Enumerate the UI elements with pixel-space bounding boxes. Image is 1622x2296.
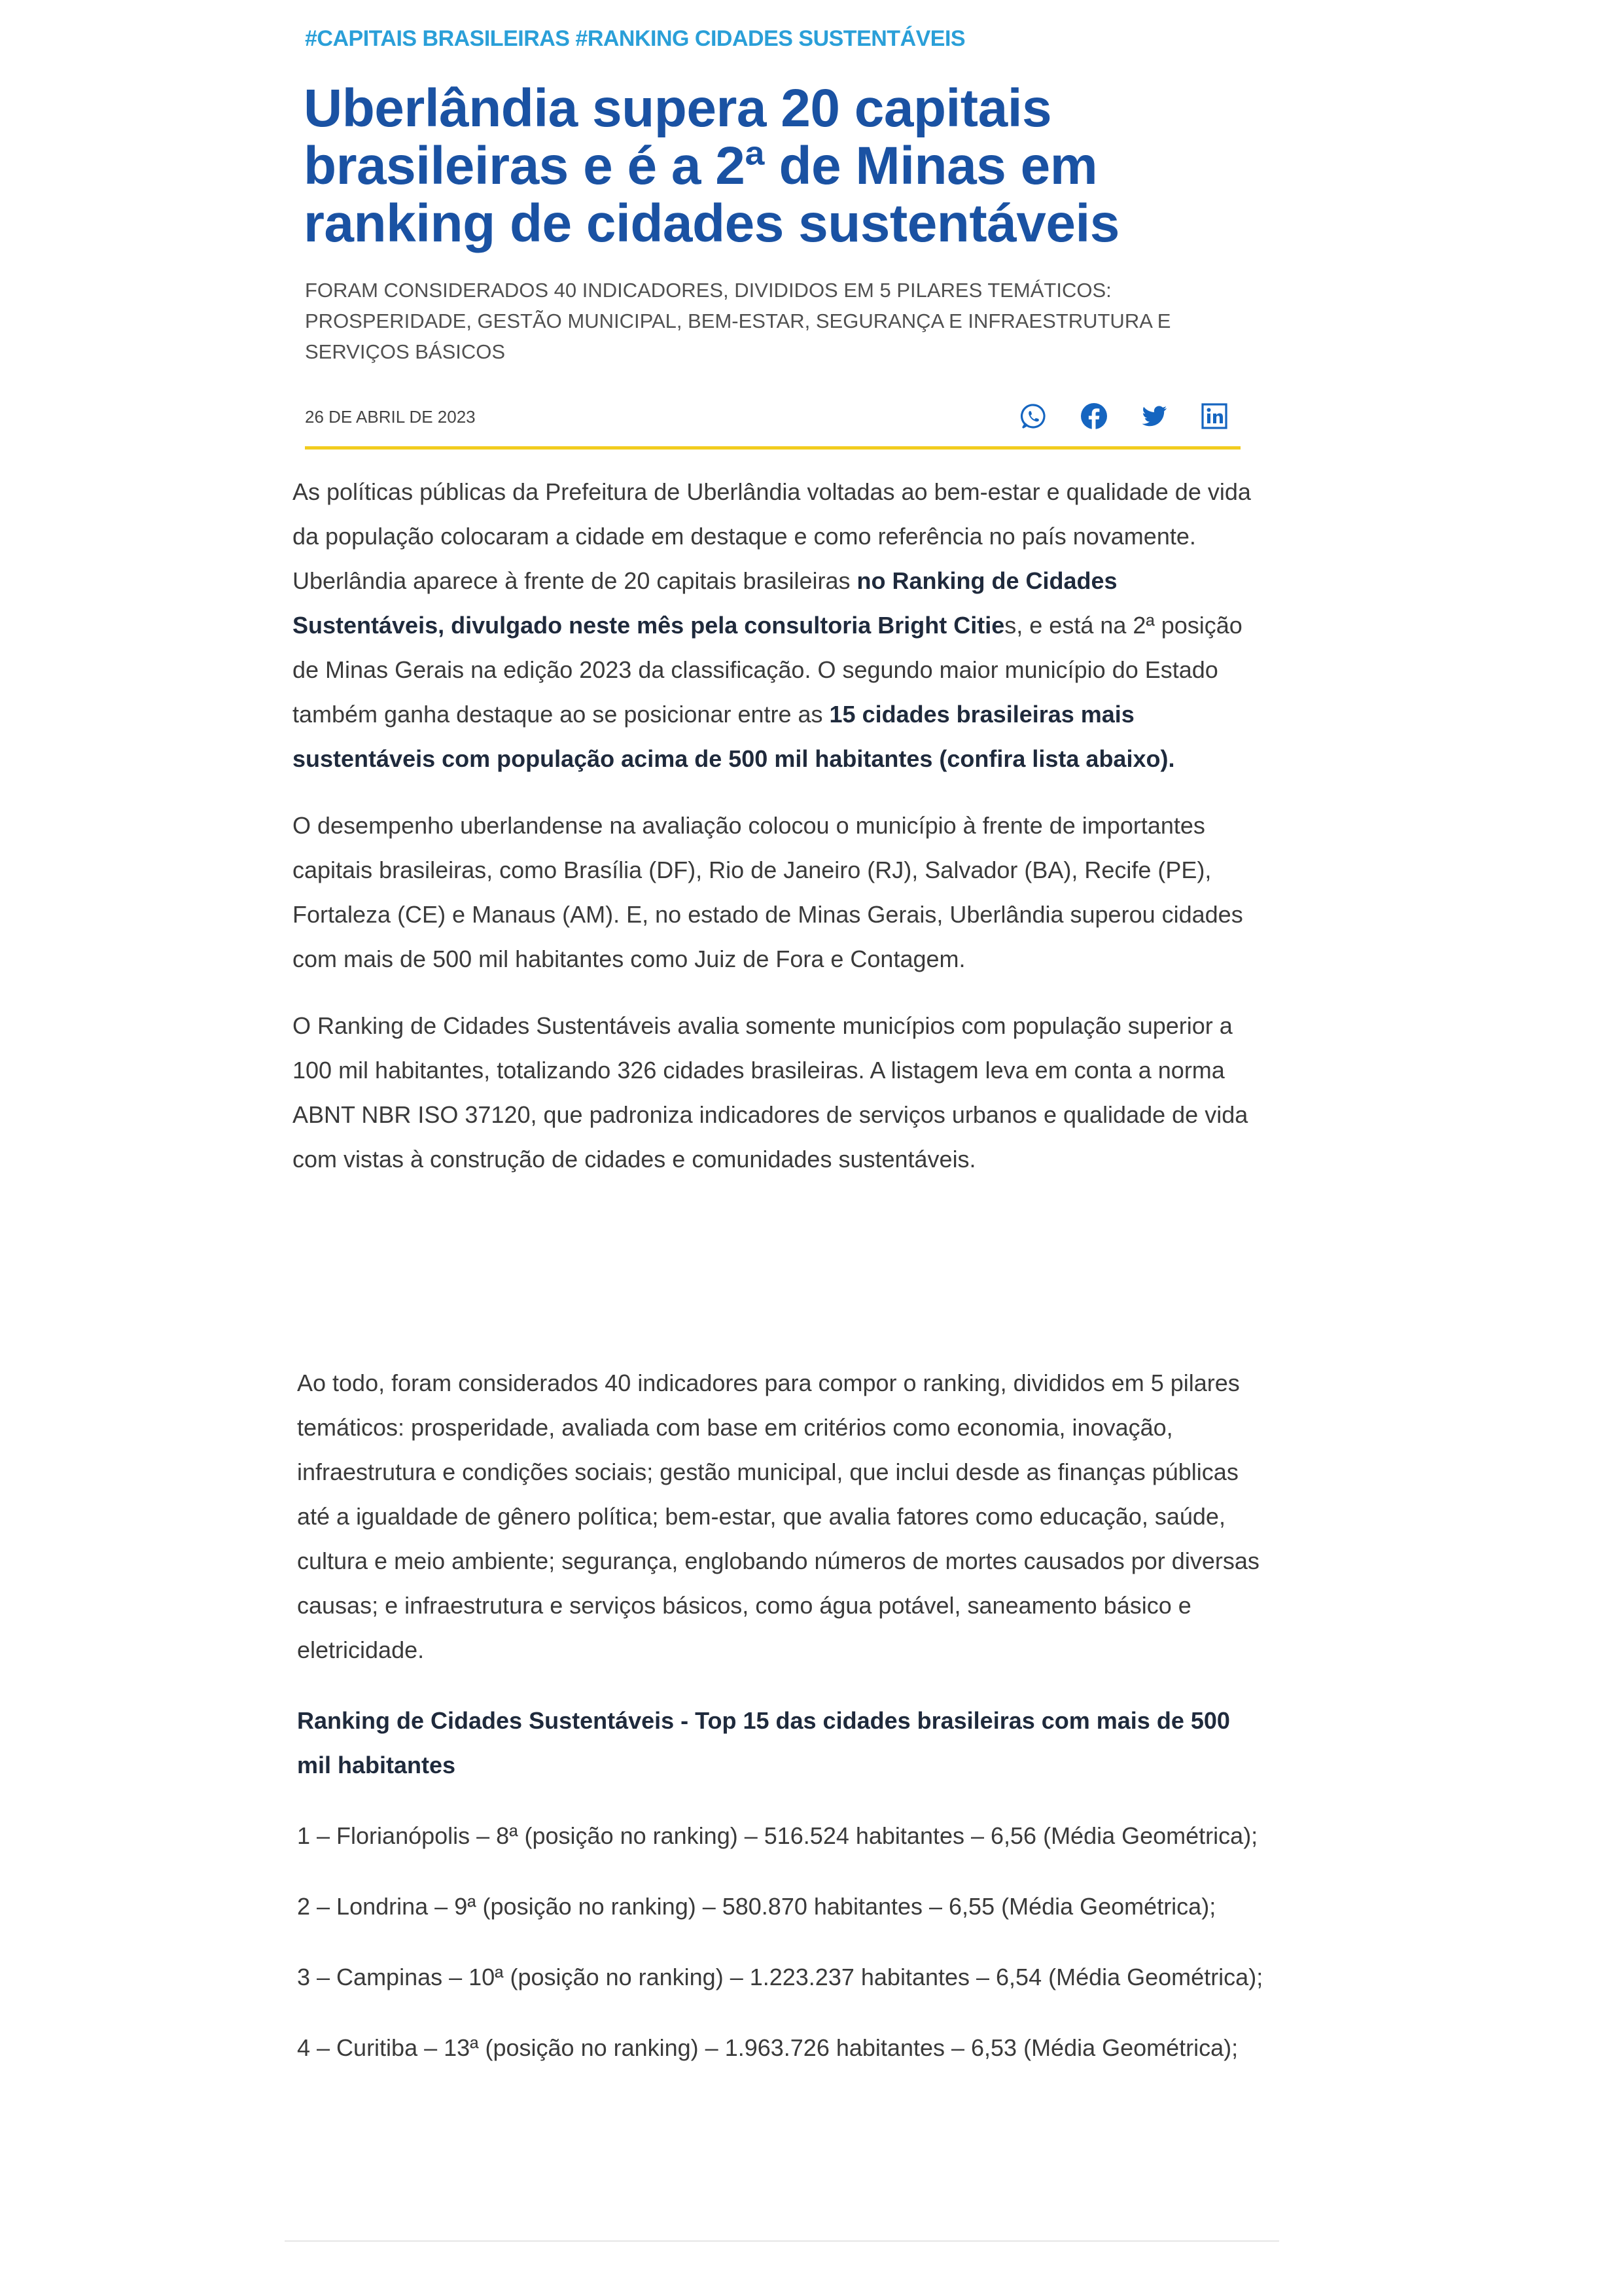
twitter-icon — [1140, 402, 1169, 431]
whatsapp-icon — [1019, 402, 1048, 431]
facebook-icon — [1080, 402, 1108, 431]
subtitle-line: FORAM CONSIDERADOS 40 INDICADORES, DIVIDIDOS EM 5 PILARES TEMÁTICOS: — [305, 279, 1112, 302]
share-twitter-button[interactable] — [1140, 402, 1169, 431]
subtitle-line: PROSPERIDADE, GESTÃO MUNICIPAL, BEM-ESTAR, SEGURANÇA E INFRAESTRUTURA E — [305, 309, 1171, 332]
paragraph-methodology: O Ranking de Cidades Sustentáveis avalia somente municípios com população superior a 100 mil habitantes, totalizando 326 cidades brasileiras. A listagem leva em conta a norma ABNT NBR ISO 37120, que padroniza indicadores de serviços urbanos e qualidade de vida com vistas à construção de cidades e comunidades sustentáveis. — [292, 1012, 1248, 1173]
bottom-divider — [285, 2240, 1279, 2242]
linkedin-icon — [1200, 402, 1229, 431]
article-title — [304, 80, 1285, 253]
ranking-item: 2 – Londrina – 9ª (posição no ranking) – 580.870 habitantes – 6,55 (Média Geométrica); — [297, 1893, 1216, 1920]
text-run: As políticas públicas da Prefeitura de Uberlândia voltadas ao bem-estar e qualidade de vida da população colocaram a cidade em destaque e como referência no país novamente. Uberlândia aparece à frente de 20 capitais brasileiras — [292, 478, 1251, 594]
publish-date: 26 DE ABRIL DE 2023 — [305, 407, 476, 427]
subtitle-line: SERVIÇOS BÁSICOS — [305, 340, 506, 363]
article-body-continued — [297, 1361, 1265, 2096]
title-line: Uberlândia supera 20 capitais — [304, 79, 1052, 138]
share-whatsapp-button[interactable] — [1019, 402, 1048, 431]
article-subtitle — [305, 275, 1208, 367]
share-facebook-button[interactable] — [1080, 402, 1108, 431]
bold-run: no Ranking de Cidades Sustentáveis, divulgado neste mês pela consultoria Bright Citie — [292, 567, 1118, 639]
paragraph-performance: O desempenho uberlandense na avaliação colocou o município à frente de importantes capitais brasileiras, como Brasília (DF), Rio de Janeiro (RJ), Salvador (BA), Recife (PE), Fortaleza (CE) e Manaus (AM). E, no estado de Minas Gerais, Uberlândia superou cidades com mais de 500 mil habitantes como Juiz de Fora e Contagem. — [292, 812, 1243, 972]
share-linkedin-button[interactable] — [1200, 402, 1229, 431]
article-tags[interactable]: #CAPITAIS BRASILEIRAS #RANKING CIDADES SUSTENTÁVEIS — [305, 26, 966, 51]
bold-run: 15 cidades brasileiras mais sustentáveis com população acima de 500 mil habitantes (confira lista abaixo). — [292, 701, 1175, 772]
paragraph-intro — [292, 470, 1267, 781]
article-body — [292, 470, 1267, 1182]
title-line: brasileiras e é a 2ª de Minas em — [304, 136, 1098, 196]
paragraph-indicators: Ao todo, foram considerados 40 indicadores para compor o ranking, divididos em 5 pilares temáticos: prosperidade, avaliada com base em critérios como economia, inovação, infraestrutura e condições sociais; gestão municipal, que inclui desde as finanças públicas até a igualdade de gênero política; bem-estar, que avalia fatores como educação, saúde, cultura e meio ambiente; segurança, englobando números de mortes causados por diversas causas; e infraestrutura e serviços básicos, como água potável, saneamento básico e eletricidade. — [297, 1369, 1260, 1663]
title-line: ranking de cidades sustentáveis — [304, 194, 1120, 253]
ranking-item: 4 – Curitiba – 13ª (posição no ranking) – 1.963.726 habitantes – 6,53 (Média Geométrica); — [297, 2034, 1239, 2061]
text-run: s, e está na 2ª posição de Minas Gerais na edição 2023 da classificação. O segundo maior município do Estado também ganha destaque ao se posicionar entre as — [292, 612, 1243, 728]
ranking-item: 3 – Campinas – 10ª (posição no ranking) – 1.223.237 habitantes – 6,54 (Média Geométrica); — [297, 1964, 1263, 1990]
ranking-title: Ranking de Cidades Sustentáveis - Top 15 das cidades brasileiras com mais de 500 mil habitantes — [297, 1707, 1230, 1778]
ranking-item: 1 – Florianópolis – 8ª (posição no ranking) – 516.524 habitantes – 6,56 (Média Geométrica); — [297, 1822, 1258, 1849]
article-meta — [305, 393, 1241, 450]
share-buttons — [1019, 402, 1229, 431]
